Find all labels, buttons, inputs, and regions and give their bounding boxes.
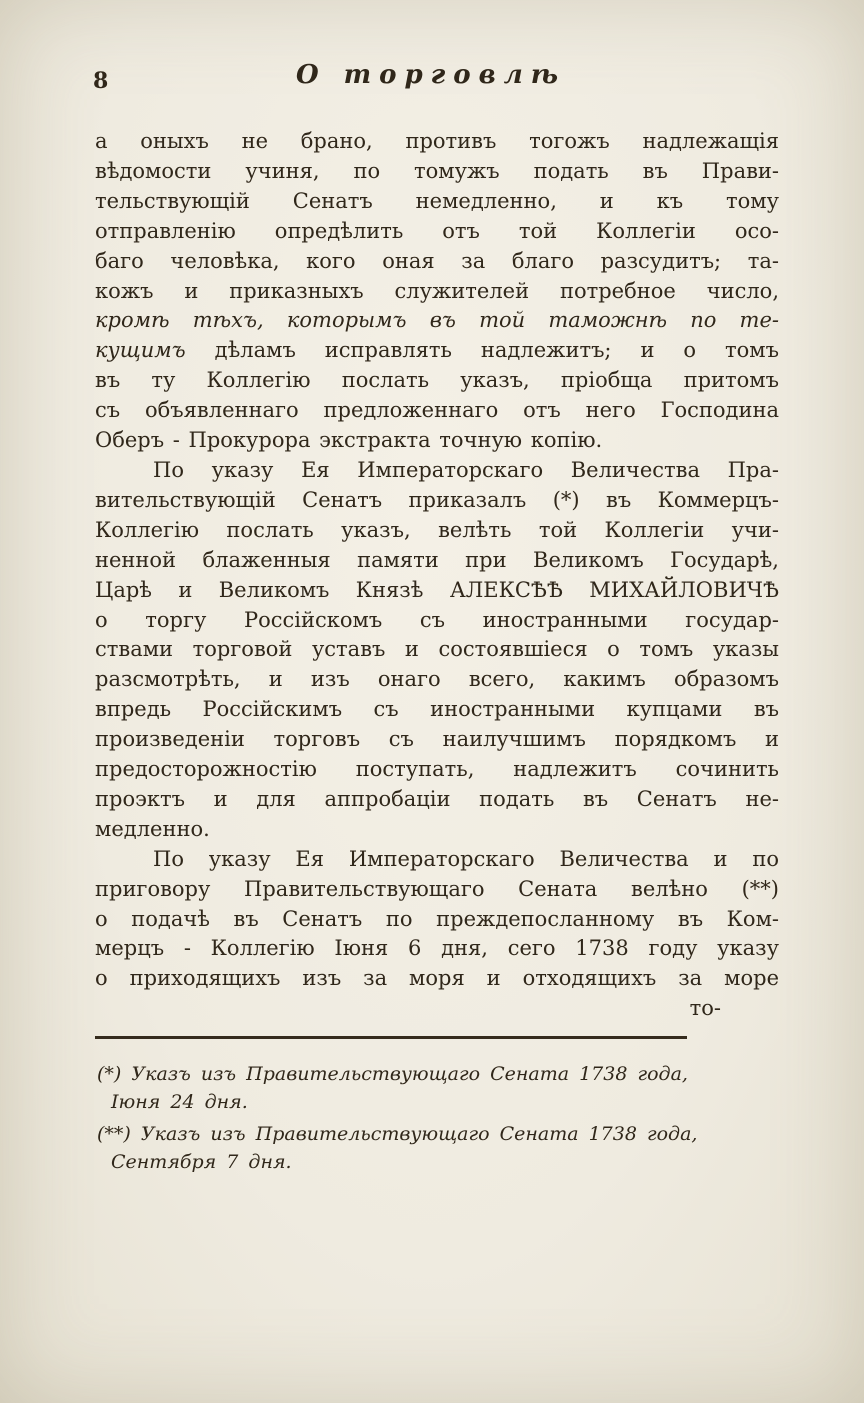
body-text xyxy=(95,127,779,1024)
text-run: По указу Ея Императорскаго Величества Пра- xyxy=(153,457,779,482)
text-line xyxy=(95,127,779,157)
text-line xyxy=(95,695,779,725)
text-line xyxy=(95,217,779,247)
footnote-line: Сентября 7 дня. xyxy=(111,1151,292,1173)
text-line xyxy=(95,875,779,905)
text-run: ненной блаженныя памяти при Великомъ Государѣ, xyxy=(95,547,779,572)
text-run: Коллегію послать указъ, велѣть той Коллегіи учи- xyxy=(95,517,779,542)
text-line xyxy=(95,905,779,935)
text-line xyxy=(95,964,779,994)
text-line xyxy=(95,546,779,576)
text-run: вѣдомости учиня, по томужъ подать въ Прави- xyxy=(95,158,779,183)
text-run: кущимъ xyxy=(95,338,215,363)
text-line xyxy=(95,815,779,845)
text-line xyxy=(95,934,779,964)
footnote-line: Іюня 24 дня. xyxy=(111,1091,248,1113)
text-line xyxy=(95,665,779,695)
text-run: о торгу Россійскомъ съ иностранными государ- xyxy=(95,607,779,632)
footnote xyxy=(97,1060,745,1116)
footnote-line: (*) Указъ изъ Правительствующаго Сената 1738 года, xyxy=(97,1063,688,1085)
text-line xyxy=(95,336,779,366)
text-line xyxy=(95,785,779,815)
text-run: тельствующій Сенатъ немедленно, и къ тому xyxy=(95,188,779,213)
text-run: кромѣ тѣхъ, которымъ въ той таможнѣ по те- xyxy=(95,308,779,333)
text-run: баго человѣка, кого оная за благо разсудитъ; та- xyxy=(95,248,779,273)
footnote xyxy=(97,1120,745,1176)
text-run: произведеніи торговъ съ наилучшимъ порядкомъ и xyxy=(95,727,779,752)
text-line xyxy=(95,306,779,336)
text-line xyxy=(95,486,779,516)
text-run: о подачѣ въ Сенатъ по преждепосланному въ Ком- xyxy=(95,906,779,931)
text-line xyxy=(95,576,779,606)
text-line xyxy=(95,606,779,636)
page-number: 8 xyxy=(93,68,109,94)
text-run: Царѣ и Великомъ Князѣ АЛЕКСѢѢ МИХАЙЛОВИЧѢ xyxy=(95,577,779,602)
text-line xyxy=(95,755,779,785)
footnote-rule xyxy=(95,1036,687,1039)
text-run: кожъ и приказныхъ служителей потребное число, xyxy=(95,278,779,303)
text-line xyxy=(95,187,779,217)
footnotes xyxy=(97,1060,745,1180)
footnote-line: (**) Указъ изъ Правительствующаго Сената 1738 года, xyxy=(97,1123,698,1145)
running-title: О торговлѣ xyxy=(295,60,567,90)
text-run: отправленію опредѣлить отъ той Коллегіи осо- xyxy=(95,218,779,243)
text-line xyxy=(95,396,779,426)
catchword: то- xyxy=(689,996,721,1021)
text-run: приговору Правительствующаго Сената велѣно (**) xyxy=(95,876,779,901)
text-line xyxy=(95,516,779,546)
text-line xyxy=(95,725,779,755)
text-run: По указу Ея Императорскаго Величества и по xyxy=(153,846,779,871)
text-run: ствами торговой уставъ и состоявшіеся о томъ указы xyxy=(95,637,779,662)
text-run: впредь Россійскимъ съ иностранными купцами въ xyxy=(95,697,779,722)
text-line xyxy=(95,366,779,396)
text-run: медленно. xyxy=(95,816,210,841)
text-line xyxy=(95,277,779,307)
text-run: а оныхъ не брано, противъ тогожъ надлежащія xyxy=(95,129,779,153)
text-run: вительствующій Сенатъ приказалъ (*) въ Коммерцъ- xyxy=(95,487,779,512)
text-run: разсмотрѣть, и изъ онаго всего, какимъ образомъ xyxy=(95,667,779,692)
text-run: Оберъ - Прокурора экстракта точную копію. xyxy=(95,428,603,453)
text-line xyxy=(95,635,779,665)
text-run: дѣламъ исправлять надлежитъ; и о томъ xyxy=(214,338,779,363)
text-run: мерцъ - Коллегію Іюня 6 дня, сего 1738 году указу xyxy=(95,936,779,961)
text-line xyxy=(95,247,779,277)
text-line xyxy=(95,456,779,486)
text-run: о приходящихъ изъ за моря и отходящихъ за море xyxy=(95,966,779,991)
page-header xyxy=(95,60,779,100)
text-run: предосторожностію поступать, надлежитъ сочинить xyxy=(95,757,779,782)
text-run: въ ту Коллегію послать указъ, пріобща притомъ xyxy=(95,368,779,393)
text-line xyxy=(95,157,779,187)
text-line xyxy=(95,845,779,875)
text-run: проэктъ и для аппробаціи подать въ Сенатъ не- xyxy=(95,786,779,811)
text-run: съ объявленнаго предложеннаго отъ него Господина xyxy=(95,398,779,423)
text-line xyxy=(95,426,779,456)
